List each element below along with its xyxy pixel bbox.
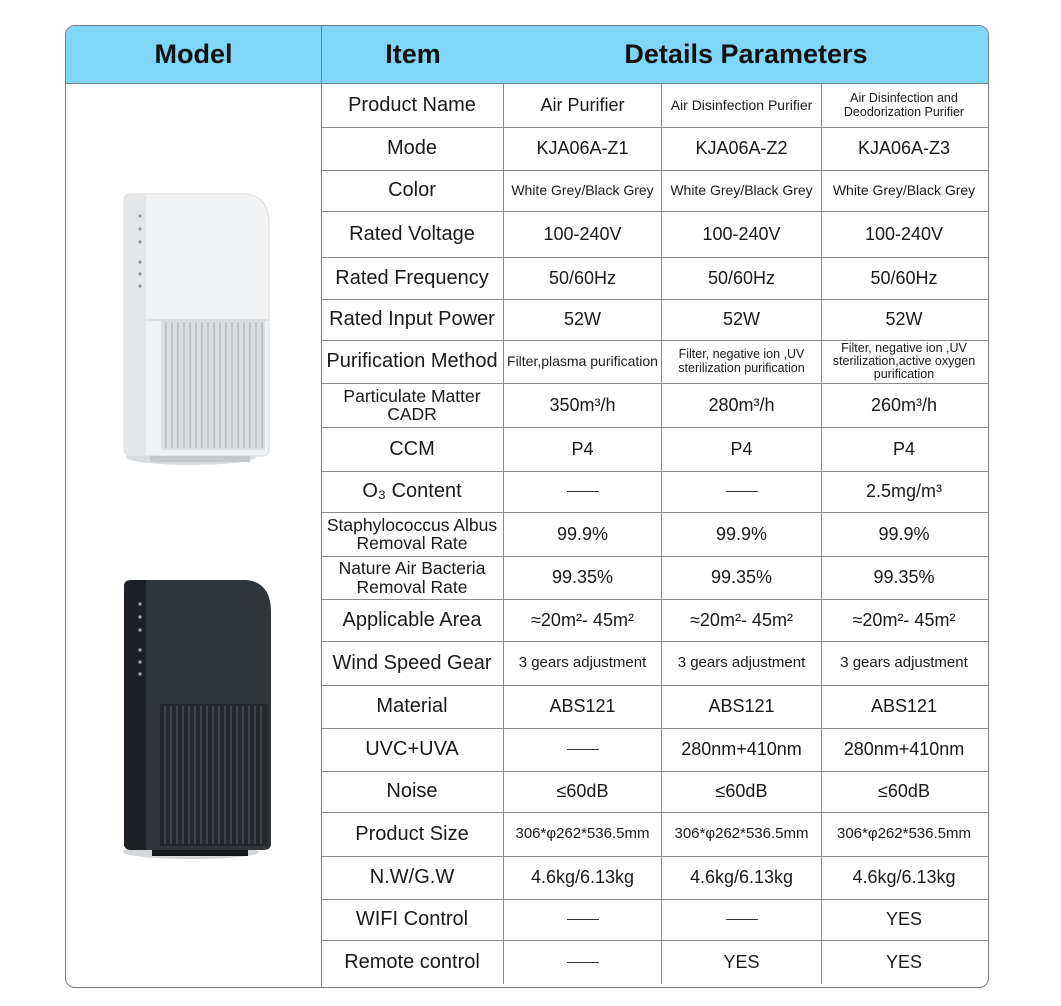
row-value-2 — [662, 899, 821, 940]
cell-divider — [661, 728, 662, 771]
table-row — [321, 812, 988, 857]
cell-divider — [821, 556, 822, 599]
cell-text: Rated Voltage — [349, 222, 475, 245]
cell-text: KJA06A-Z3 — [857, 138, 951, 159]
cell-text: ABS121 — [708, 696, 775, 717]
cell-text: 280m³/h — [708, 394, 775, 415]
row-value-3 — [822, 170, 986, 211]
cell-text: 99.35% — [710, 567, 773, 588]
table-header — [66, 26, 988, 84]
table-row — [321, 556, 988, 600]
dash-icon — [567, 491, 599, 492]
row-value-2 — [662, 471, 821, 512]
cell-text: 99.9% — [556, 523, 609, 544]
cell-text: 99.35% — [873, 567, 935, 588]
cell-text: 99.9% — [878, 523, 930, 544]
row-value-1 — [504, 427, 661, 471]
cell-divider — [503, 512, 504, 556]
cell-text: Color — [388, 179, 436, 201]
cell-divider — [503, 299, 504, 340]
cell-text: 50/60Hz — [548, 267, 617, 288]
cell-text: ≈20m²- 45m² — [690, 609, 793, 630]
table-row — [321, 599, 988, 642]
cell-divider — [503, 599, 504, 641]
header-model: Model — [154, 39, 233, 69]
cell-text: KJA06A-Z1 — [536, 138, 629, 159]
cell-text: 3 gears adjustment — [518, 654, 647, 672]
row-value-3 — [822, 512, 986, 556]
dash-icon — [567, 962, 599, 963]
row-value-3 — [822, 771, 986, 812]
cell-text: UVC+UVA — [365, 738, 459, 760]
row-value-3 — [822, 856, 986, 899]
cell-text: Wind Speed Gear — [332, 651, 492, 674]
row-value-1 — [504, 685, 661, 728]
spec-table — [65, 25, 989, 988]
row-label — [321, 856, 503, 899]
cell-text: YES — [723, 951, 760, 972]
cell-text: 260m³/h — [870, 394, 938, 415]
row-value-3 — [822, 340, 986, 383]
cell-text: 2.5mg/m³ — [865, 481, 943, 502]
table-row — [321, 471, 988, 513]
cell-divider — [503, 127, 504, 170]
table-row — [321, 641, 988, 686]
cell-divider — [503, 211, 504, 257]
product-illustrations — [66, 84, 321, 987]
row-value-3 — [822, 84, 986, 127]
cell-text: Remote control — [344, 950, 480, 973]
row-value-1 — [504, 599, 661, 641]
cell-divider — [503, 812, 504, 856]
row-value-1 — [504, 771, 661, 812]
row-value-1 — [504, 512, 661, 556]
model-images — [66, 84, 321, 987]
header-item: Item — [385, 39, 441, 69]
row-value-2 — [662, 940, 821, 984]
dash-icon — [567, 749, 599, 750]
cell-divider — [503, 170, 504, 211]
table-row — [321, 127, 988, 171]
row-value-1 — [504, 728, 661, 771]
cell-divider — [821, 685, 822, 728]
table-row — [321, 257, 988, 300]
header-details: Details Parameters — [624, 39, 868, 69]
cell-text: ≤60dB — [556, 781, 609, 802]
row-value-2 — [662, 340, 821, 383]
row-value-1 — [504, 299, 661, 340]
table-row — [321, 84, 988, 128]
table-row — [321, 728, 988, 772]
cell-divider — [821, 84, 822, 127]
cell-text: ≈20m²- 45m² — [852, 609, 956, 630]
table-row — [321, 427, 988, 472]
cell-text: 4.6kg/6.13kg — [530, 867, 635, 888]
cell-text: 100-240V — [543, 223, 622, 244]
row-value-1 — [504, 127, 661, 170]
dash-icon — [726, 491, 758, 492]
cell-text: WIFI Control — [355, 908, 469, 930]
cell-text: ≤60dB — [878, 781, 930, 802]
row-value-1 — [504, 170, 661, 211]
table-row — [321, 383, 988, 428]
cell-divider — [661, 340, 662, 383]
cell-divider — [821, 771, 822, 812]
cell-text: ≤60dB — [715, 781, 768, 802]
cell-divider — [821, 299, 822, 340]
row-label — [321, 940, 503, 984]
row-value-3 — [822, 257, 986, 299]
row-label — [321, 84, 503, 127]
row-label — [321, 170, 503, 211]
row-label — [321, 299, 503, 340]
row-value-3 — [822, 211, 986, 257]
cell-divider — [503, 556, 504, 599]
cell-text: Material — [376, 695, 448, 717]
cell-divider — [661, 899, 662, 940]
row-value-2 — [662, 257, 821, 299]
row-label — [321, 471, 503, 512]
cell-divider — [503, 84, 504, 127]
cell-divider — [503, 427, 504, 471]
cell-divider — [821, 211, 822, 257]
cell-text: 306*φ262*536.5mm — [515, 825, 650, 843]
white-purifier-image — [124, 194, 269, 465]
cell-text: 52W — [885, 309, 923, 330]
row-value-3 — [822, 728, 986, 771]
row-value-3 — [822, 641, 986, 685]
cell-text: White Grey/Black Grey — [511, 182, 654, 199]
cell-text: 306*φ262*536.5mm — [837, 825, 971, 843]
cell-text: Staphylococcus Albus Removal Rate — [326, 514, 498, 553]
row-value-3 — [822, 685, 986, 728]
cell-divider — [503, 641, 504, 685]
cell-text: Purification Method — [326, 350, 498, 372]
cell-text: 100-240V — [702, 223, 781, 244]
cell-text: P4 — [892, 438, 916, 459]
cell-text: 350m³/h — [549, 394, 616, 415]
cell-divider — [661, 299, 662, 340]
row-value-1 — [504, 383, 661, 427]
cell-divider — [821, 512, 822, 556]
cell-divider — [661, 940, 662, 984]
cell-divider — [821, 641, 822, 685]
table-row — [321, 340, 988, 384]
row-value-3 — [822, 940, 986, 984]
cell-text: ≈20m²- 45m² — [531, 609, 634, 630]
cell-text: KJA06A-Z2 — [695, 138, 788, 159]
cell-divider — [821, 257, 822, 299]
row-value-2 — [662, 641, 821, 685]
cell-text: 3 gears adjustment — [677, 654, 806, 672]
cell-divider — [503, 383, 504, 427]
row-value-1 — [504, 940, 661, 984]
cell-text: Filter, negative ion ,UV sterilization purification — [678, 347, 805, 375]
row-value-3 — [822, 471, 986, 512]
cell-text: 4.6kg/6.13kg — [689, 867, 794, 888]
cell-divider — [821, 856, 822, 899]
cell-divider — [821, 899, 822, 940]
row-value-2 — [662, 427, 821, 471]
row-value-3 — [822, 299, 986, 340]
row-label — [321, 599, 503, 641]
cell-text: P4 — [730, 438, 753, 459]
cell-divider — [661, 257, 662, 299]
dash-icon — [567, 919, 599, 920]
row-value-2 — [662, 771, 821, 812]
row-value-1 — [504, 556, 661, 599]
row-value-2 — [662, 170, 821, 211]
cell-text: White Grey/Black Grey — [832, 182, 976, 199]
cell-text: Noise — [386, 780, 438, 802]
cell-divider — [661, 685, 662, 728]
cell-text: ABS121 — [870, 696, 938, 717]
cell-divider — [661, 211, 662, 257]
row-value-2 — [662, 127, 821, 170]
cell-divider — [661, 856, 662, 899]
row-label — [321, 340, 503, 383]
cell-text: P4 — [571, 438, 594, 459]
cell-divider — [503, 771, 504, 812]
cell-divider — [661, 599, 662, 641]
row-value-2 — [662, 299, 821, 340]
row-label — [321, 512, 503, 556]
row-label — [321, 211, 503, 257]
cell-divider — [661, 771, 662, 812]
cell-text: 50/60Hz — [870, 267, 938, 288]
cell-text: ABS121 — [549, 696, 616, 717]
cell-text: Rated Frequency — [335, 266, 489, 289]
row-value-1 — [504, 899, 661, 940]
row-value-2 — [662, 856, 821, 899]
cell-text: Rated Input Power — [329, 308, 495, 330]
table-row — [321, 771, 988, 813]
row-value-2 — [662, 84, 821, 127]
cell-text: Product Name — [348, 94, 476, 116]
cell-text: CCM — [389, 437, 435, 460]
cell-divider — [503, 899, 504, 940]
cell-divider — [821, 170, 822, 211]
cell-divider — [661, 127, 662, 170]
row-label — [321, 383, 503, 427]
cell-text: YES — [885, 951, 923, 972]
row-label — [321, 556, 503, 599]
row-value-1 — [504, 856, 661, 899]
row-value-2 — [662, 383, 821, 427]
cell-divider — [821, 340, 822, 383]
cell-text: Product Size — [355, 822, 469, 845]
cell-text: 99.35% — [551, 567, 614, 588]
cell-text: YES — [885, 909, 923, 930]
row-value-3 — [822, 427, 986, 471]
cell-text: O₃ Content — [362, 480, 462, 502]
cell-divider — [503, 856, 504, 899]
table-row — [321, 512, 988, 557]
row-label — [321, 728, 503, 771]
cell-divider — [821, 383, 822, 427]
table-row — [321, 856, 988, 900]
row-value-2 — [662, 599, 821, 641]
cell-divider — [503, 685, 504, 728]
row-value-1 — [504, 641, 661, 685]
cell-text: Air Disinfection Purifier — [670, 97, 813, 114]
row-label — [321, 685, 503, 728]
row-value-1 — [504, 812, 661, 856]
row-value-1 — [504, 257, 661, 299]
row-value-3 — [822, 899, 986, 940]
cell-divider — [821, 940, 822, 984]
row-value-1 — [504, 211, 661, 257]
row-value-3 — [822, 127, 986, 170]
cell-text: 306*φ262*536.5mm — [674, 825, 809, 843]
cell-text: 50/60Hz — [707, 267, 776, 288]
cell-text: 52W — [722, 309, 760, 330]
cell-divider — [821, 599, 822, 641]
black-purifier-image — [123, 580, 271, 859]
row-value-2 — [662, 211, 821, 257]
cell-text: 280nm+410nm — [843, 739, 965, 760]
row-value-3 — [822, 599, 986, 641]
cell-text: Filter,plasma purification — [507, 353, 658, 370]
cell-divider — [503, 340, 504, 383]
cell-text: 100-240V — [864, 223, 944, 244]
cell-divider — [661, 641, 662, 685]
row-label — [321, 812, 503, 856]
cell-divider — [661, 812, 662, 856]
row-value-1 — [504, 471, 661, 512]
cell-divider — [661, 512, 662, 556]
cell-divider — [821, 127, 822, 170]
cell-text: 52W — [563, 309, 601, 330]
dash-icon — [726, 919, 758, 920]
cell-divider — [503, 257, 504, 299]
row-label — [321, 899, 503, 940]
cell-text: 99.9% — [715, 523, 768, 544]
table-row — [321, 211, 988, 258]
row-label — [321, 257, 503, 299]
table-row — [321, 685, 988, 729]
cell-divider — [661, 170, 662, 211]
row-value-2 — [662, 812, 821, 856]
cell-text: Particulate Matter CADR — [343, 385, 481, 424]
row-value-2 — [662, 556, 821, 599]
cell-text: 3 gears adjustment — [840, 654, 968, 672]
cell-text: N.W/G.W — [369, 866, 455, 888]
row-label — [321, 641, 503, 685]
row-value-3 — [822, 812, 986, 856]
cell-divider — [821, 471, 822, 512]
cell-divider — [503, 940, 504, 984]
cell-divider — [503, 471, 504, 512]
row-value-1 — [504, 340, 661, 383]
row-label — [321, 771, 503, 812]
row-value-2 — [662, 512, 821, 556]
cell-divider — [661, 471, 662, 512]
row-value-2 — [662, 728, 821, 771]
row-value-3 — [822, 383, 986, 427]
cell-text: Applicable Area — [342, 608, 482, 631]
cell-text: 280nm+410nm — [681, 739, 802, 760]
cell-divider — [821, 728, 822, 771]
cell-text: Air Disinfection and Deodorization Purifier — [843, 91, 965, 119]
row-value-3 — [822, 556, 986, 599]
cell-divider — [821, 427, 822, 471]
cell-text: 4.6kg/6.13kg — [852, 867, 956, 888]
table-row — [321, 899, 988, 941]
cell-divider — [661, 556, 662, 599]
row-value-1 — [504, 84, 661, 127]
cell-divider — [661, 84, 662, 127]
row-label — [321, 127, 503, 170]
row-label — [321, 427, 503, 471]
cell-divider — [661, 383, 662, 427]
table-row — [321, 940, 988, 984]
cell-text: Nature Air Bacteria Removal Rate — [338, 558, 486, 597]
cell-text: Filter, negative ion ,UV sterilization,active oxygen purification — [832, 340, 976, 382]
cell-divider — [821, 812, 822, 856]
cell-text: White Grey/Black Grey — [670, 182, 813, 199]
cell-divider — [503, 728, 504, 771]
table-row — [321, 170, 988, 212]
cell-divider — [661, 427, 662, 471]
table-row — [321, 299, 988, 341]
row-value-2 — [662, 685, 821, 728]
cell-text: Air Purifier — [540, 95, 625, 116]
cell-text: Mode — [386, 137, 438, 159]
